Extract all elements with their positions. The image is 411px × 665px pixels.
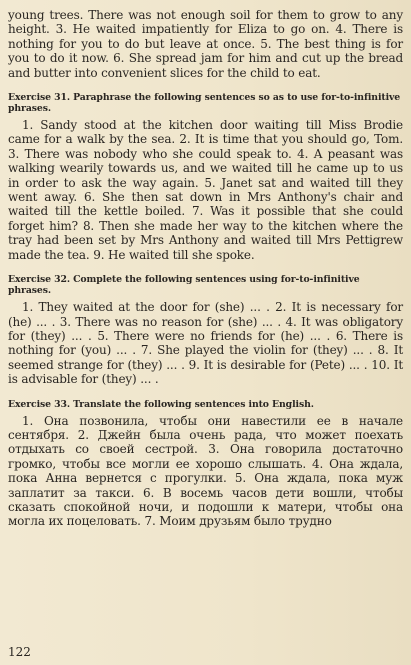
exercise-31-text: 1. Sandy stood at the kitchen door waiting till Miss Brodie came for a walk by the sea. 2. It is time that you should go, Tom. 3. There was nobody who she could speak to. 4. A peasant was walking wearily towards us, and we waited till he came up to us in order to ask the way again. 5. Janet sat and waited till they went away. 6. She then sat down in Mrs Anthony's chair and waited till the kettle boiled. 7. Was it possible that she could forget him? 8. Then she made her way to the kitchen where the tray had been set by Mrs Anthony and waited till Mrs Pettigrew made the tea. 9. He waited till she spoke. bbox=[8, 118, 403, 262]
page-number: 122 bbox=[8, 645, 31, 659]
exercise-31-title: Exercise 31. Paraphrase the following sentences so as to use for-to-infinitive phrases. bbox=[8, 92, 401, 115]
exercise-32-text: 1. They waited at the door for (she) ... . 2. It is necessary for (he) ... . 3. There was no reason for (she) ... . 4. It was obligatory for (they) ... . 5. There were no friends for (he) ... . 6. There is nothing for (you) ... . 7. She played the violin for (they) ... . 8. It seemed strange for (they) ... . 9. It is desirable for (Pete) ... . 10. It is advisable for (they) ... . bbox=[8, 300, 403, 387]
intro-paragraph: young trees. There was not enough soil for them to grow to any height. 3. He waited impatiently for Eliza to go on. 4. There is nothing for you to do but leave at once. 5. The best thing is for you to do it now. 6. She spread jam for him and cut up the bread and butter into convenient slices for the child to eat. bbox=[8, 8, 403, 80]
exercise-33-text: 1. Она позвонила, чтобы они навестили ее в начале сентября. 2. Джейн была очень рада, что может поехать отдыхать со своей сестрой. 3. Она говорила достаточно громко, чтобы все могли ее хорошо слышать. 4. Она ждала, пока Анна вернется с прогулки. 5. Она ждала, пока муж заплатит за такси. 6. В восемь часов дети вошли, чтобы сказать спокойной ночи, и подошли к матери, чтобы она могла их поцеловать. 7. Моим друзьям было трудно bbox=[8, 413, 403, 529]
exercise-33-title: Exercise 33. Translate the following sentences into English. bbox=[8, 398, 314, 410]
exercise-32-title: Exercise 32. Complete the following sentences using for-to-infinitive phrases. bbox=[8, 274, 360, 297]
